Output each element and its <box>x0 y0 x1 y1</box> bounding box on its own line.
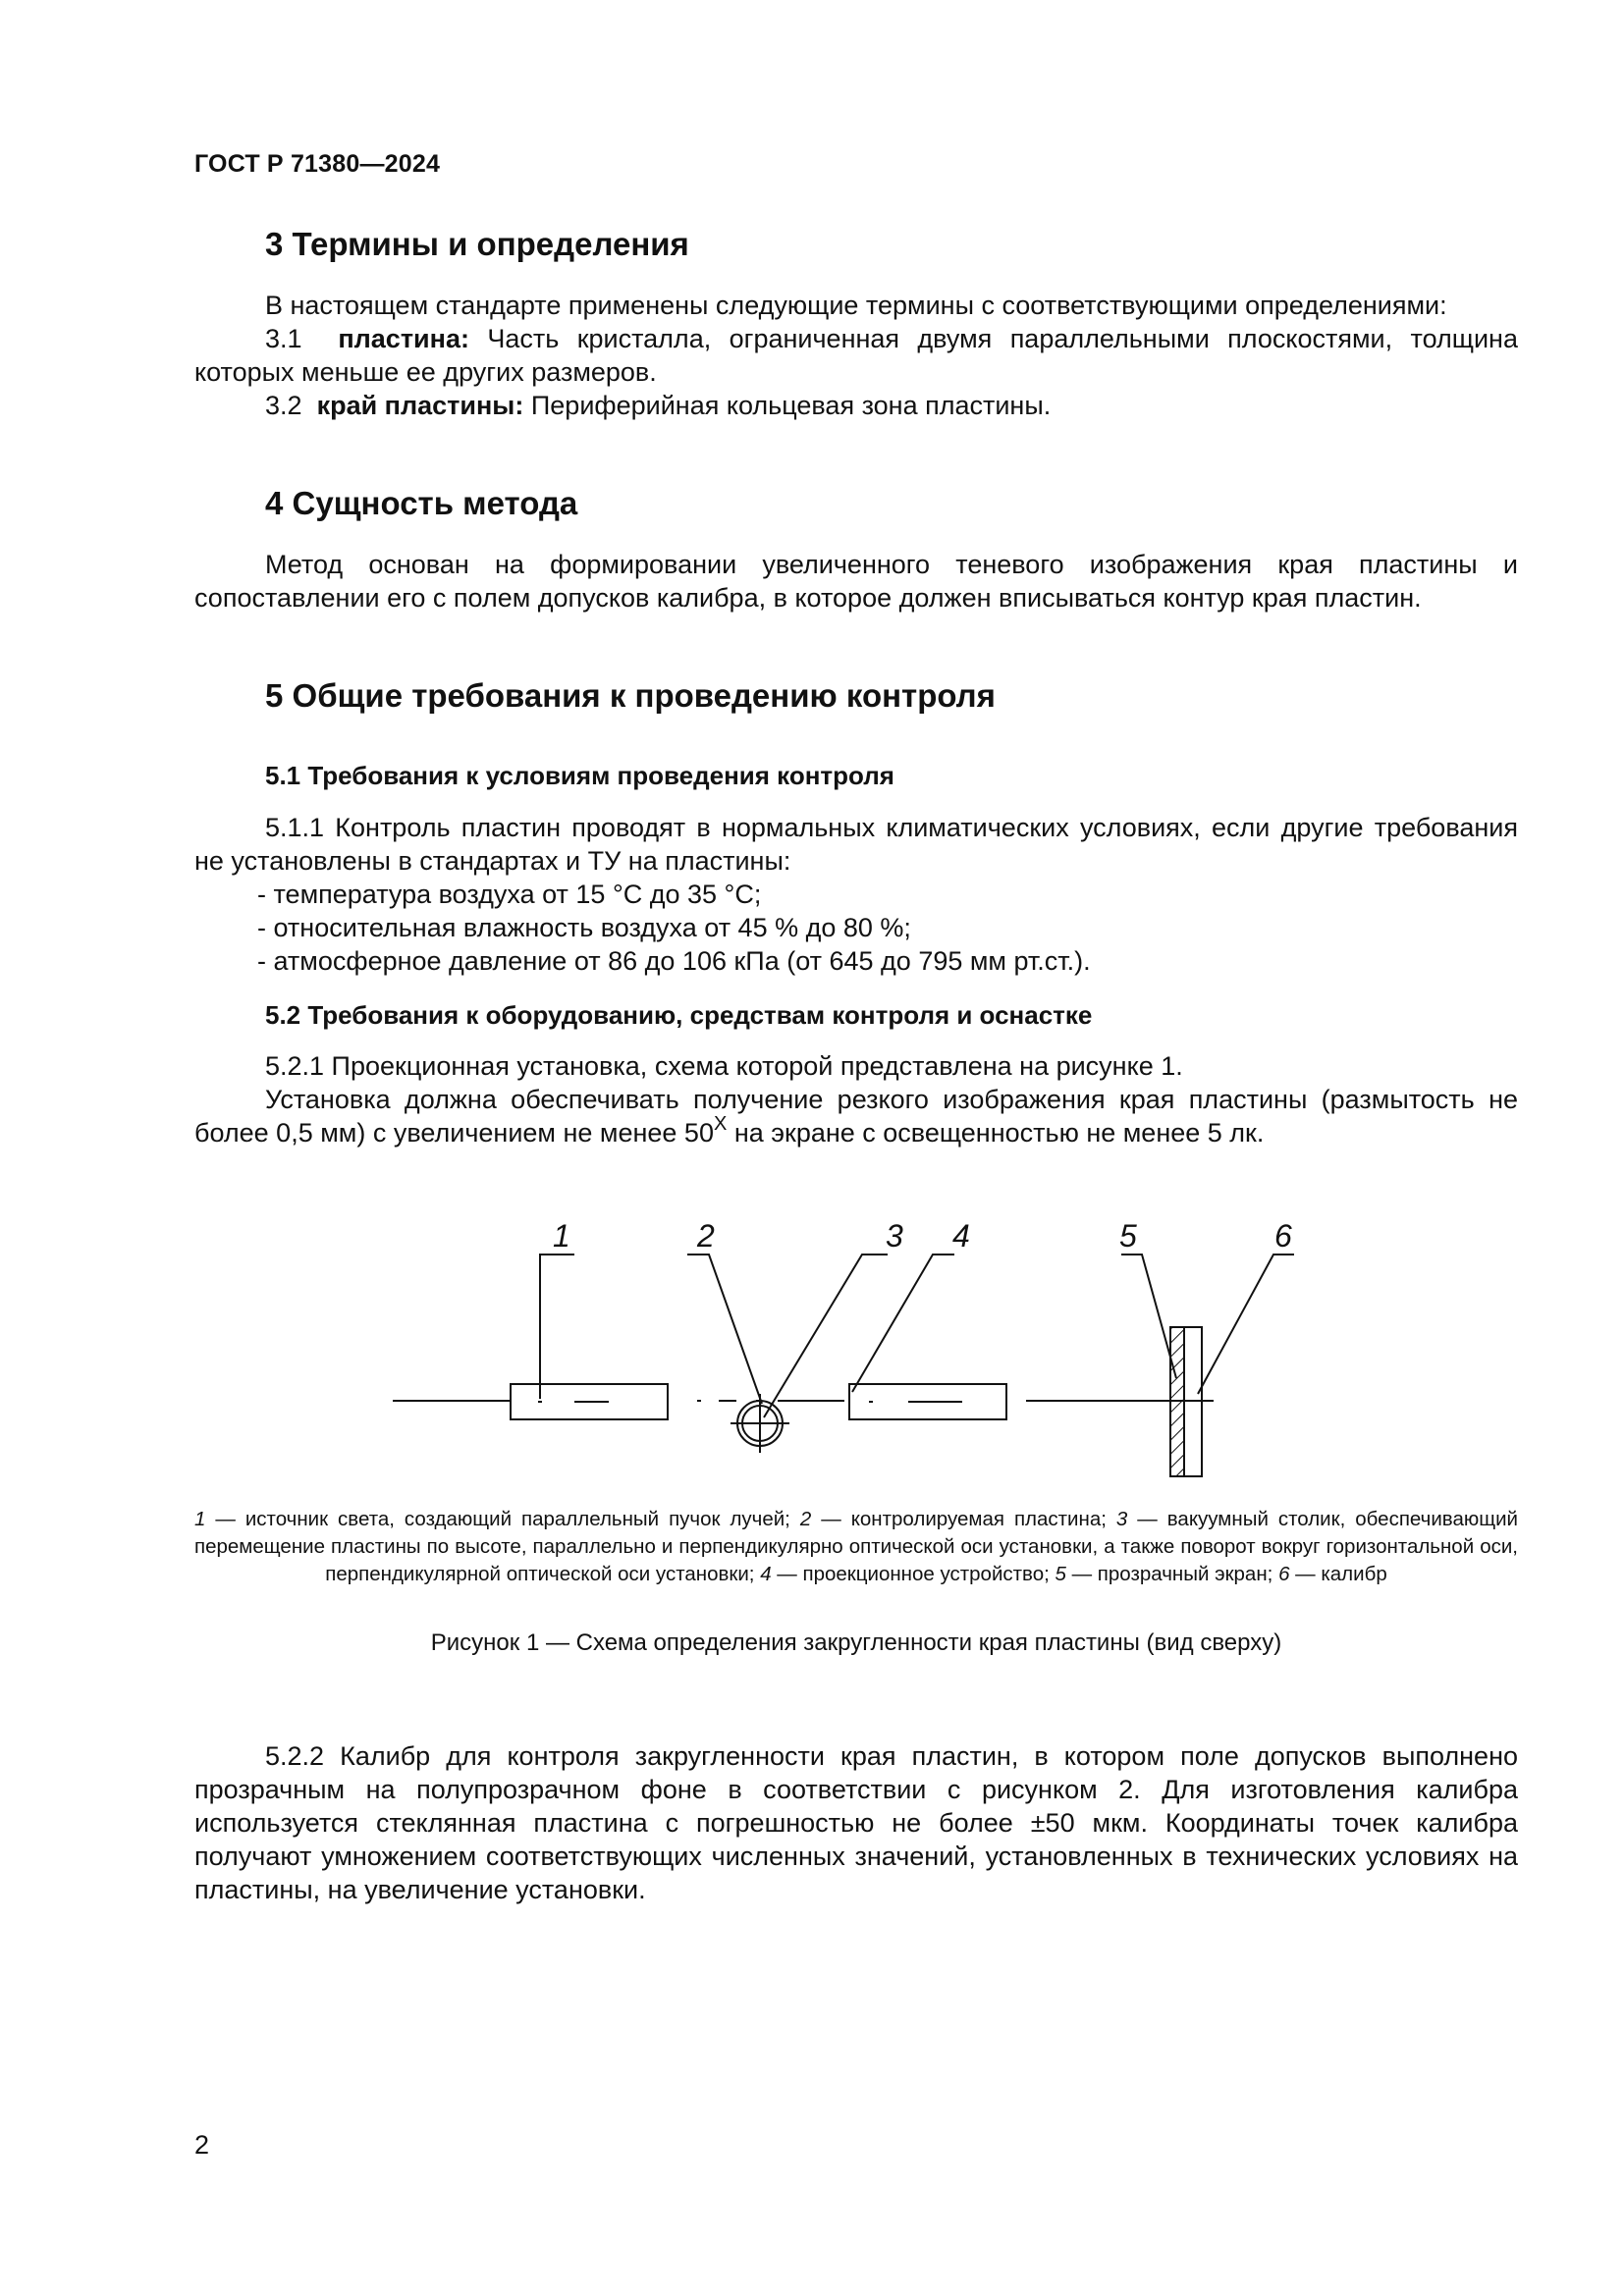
figure-label-6: 6 <box>1274 1218 1292 1254</box>
wafer-on-vacuum-table <box>731 1394 789 1453</box>
clause-5-2-1: 5.2.1 Проекционная установка, схема которой представлена на рисунке 1. <box>265 1051 1183 1081</box>
figure-1-diagram <box>373 1196 1316 1500</box>
condition-humidity: - относительная влажность воздуха от 45 % до 80 %; <box>257 913 911 942</box>
section-3-intro: В настоящем стандарте применены следующие термины с соответствующими определениями: <box>265 291 1447 320</box>
term-3-1-number: 3.1 <box>265 324 302 353</box>
section-5-1-title: 5.1 Требования к условиям проведения контроля <box>265 761 894 790</box>
clause-5-1-1: 5.1.1 Контроль пластин проводят в нормальных климатических условиях, если другие требования не установлены в стандартах и ТУ на пластины: <box>194 813 1518 876</box>
figure-label-1: 1 <box>553 1218 570 1254</box>
figure-label-5: 5 <box>1119 1218 1137 1254</box>
figure-label-4: 4 <box>952 1218 970 1254</box>
figure-label-2: 2 <box>697 1218 715 1254</box>
document-header: ГОСТ Р 71380—2024 <box>194 150 441 178</box>
term-3-2 <box>194 389 1518 422</box>
figure-label-3: 3 <box>886 1218 903 1254</box>
section-4-text: Метод основан на формировании увеличенного теневого изображения края пластины и сопоставлении его с полем допусков калибра, в которое должен вписываться контур края пластин. <box>194 550 1518 613</box>
term-3-2-number: 3.2 <box>265 391 302 420</box>
condition-temperature: - температура воздуха от 15 °С до 35 °С; <box>257 880 762 909</box>
screen-and-calibre <box>1139 1327 1214 1476</box>
figure-caption: Рисунок 1 — Схема определения закругленности края пластины (вид сверху) <box>430 1629 1282 1656</box>
section-5-2-title: 5.2 Требования к оборудованию, средствам контроля и оснастке <box>265 1000 1093 1030</box>
section-3-title: 3 Термины и определения <box>265 226 689 262</box>
section-4-title: 4 Сущность метода <box>265 485 578 521</box>
term-3-2-term: край пластины: <box>316 391 524 420</box>
term-3-1 <box>194 322 1518 389</box>
installation-requirement: Установка должна обеспечивать получение резкого изображения края пластины (размытость не более 0,5 мм) с увеличением не менее $50^Х$ на экране с освещенностью не менее 5 лк. <box>194 1085 1518 1148</box>
section-5-title: 5 Общие требования к проведению контроля <box>265 677 996 714</box>
term-3-2-definition: Периферийная кольцевая зона пластины. <box>530 391 1052 420</box>
page-number: 2 <box>194 2130 210 2160</box>
clause-5-2-2: 5.2.2 Калибр для контроля закругленности края пластин, в котором поле допусков выполнено прозрачным на полупрозрачном фоне в соответствии с рисунком 2. Для изготовления калибра используется стеклянная пластина с погрешностью не более ±50 мкм. Координаты точек калибра получают умножением соответствующих численных значений, установленных в технических условиях на пластины, на увеличение установки. <box>194 1741 1518 1904</box>
term-3-1-definition: Часть кристалла, ограниченная двумя параллельными плоскостями, толщина которых меньше ее других размеров. <box>194 324 1518 387</box>
magnification-symbol: Х <box>713 1113 728 1135</box>
figure-legend: 1 — источник света, создающий параллельный пучок лучей; 2 — контролируемая пластина; 3 — вакуумный столик, обеспечивающий перемещение пластины по высоте, параллельно и перпендикулярно оптической оси установки, а также поворот вокруг горизонтальной оси, перпендикулярной оптической оси установки; 4 — проекционное устройство; 5 — прозрачный экран; 6 — калибр <box>194 1508 1518 1585</box>
term-3-1-term: пластина: <box>338 324 469 353</box>
condition-pressure: - атмосферное давление от 86 до 106 кПа (от 645 до 795 мм рт.ст.). <box>257 946 1091 976</box>
